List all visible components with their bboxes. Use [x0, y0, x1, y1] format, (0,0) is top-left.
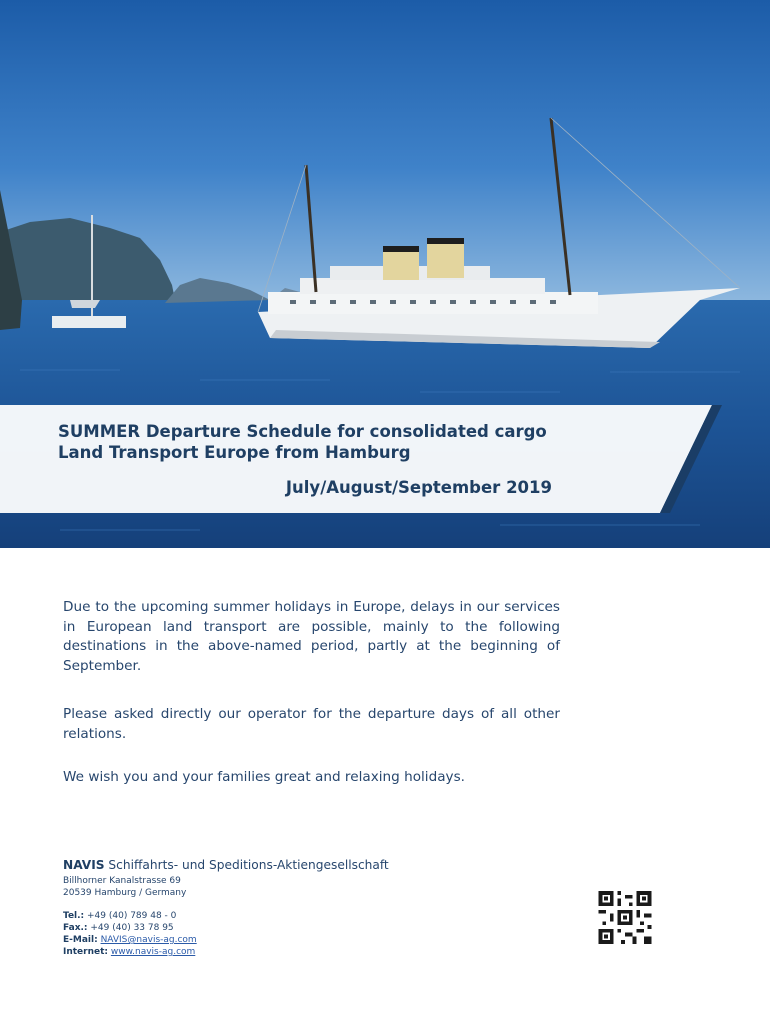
holiday-wishes-paragraph: We wish you and your families great and relaxing holidays. [63, 769, 465, 785]
title-line-2: Land Transport Europe from Hamburg [58, 443, 411, 462]
email-link[interactable]: NAVIS@navis-ag.com [100, 935, 197, 945]
website-link[interactable]: www.navis-ag.com [110, 947, 196, 957]
phone-label: Tel.: [63, 911, 85, 921]
phone-value: +49 (40) 789 48 - 0 [84, 911, 177, 921]
company-legal-name: Schiffahrts- und Speditions-Aktiengesellschaft [104, 858, 389, 872]
contact-phone [63, 910, 176, 922]
intro-paragraph: Due to the upcoming summer holidays in Europe, delays in our services in European land transport are possible, mainly to the following destinations in the above-named period, partly at the beginning of September. [63, 599, 560, 674]
website-label: Internet: [63, 947, 109, 957]
fax-label: Fax.: [63, 923, 88, 933]
qr-code-icon [597, 891, 653, 944]
page-title [58, 421, 578, 463]
fax-value: +49 (40) 33 78 95 [87, 923, 174, 933]
contact-operator-paragraph: Please asked directly our operator for the departure days of all other relations. [63, 706, 560, 742]
address-street: Billhorner Kanalstrasse 69 [63, 876, 181, 886]
email-label: E-Mail: [63, 935, 98, 945]
address-city: 20539 Hamburg / Germany [63, 888, 187, 898]
title-line-1: SUMMER Departure Schedule for consolidated cargo [58, 422, 547, 441]
company-name [63, 858, 389, 872]
contact-email [63, 934, 197, 946]
schedule-period: July/August/September 2019 [285, 478, 552, 497]
contact-website [63, 946, 195, 958]
company-brand: NAVIS [63, 858, 105, 872]
contact-fax [63, 922, 174, 934]
